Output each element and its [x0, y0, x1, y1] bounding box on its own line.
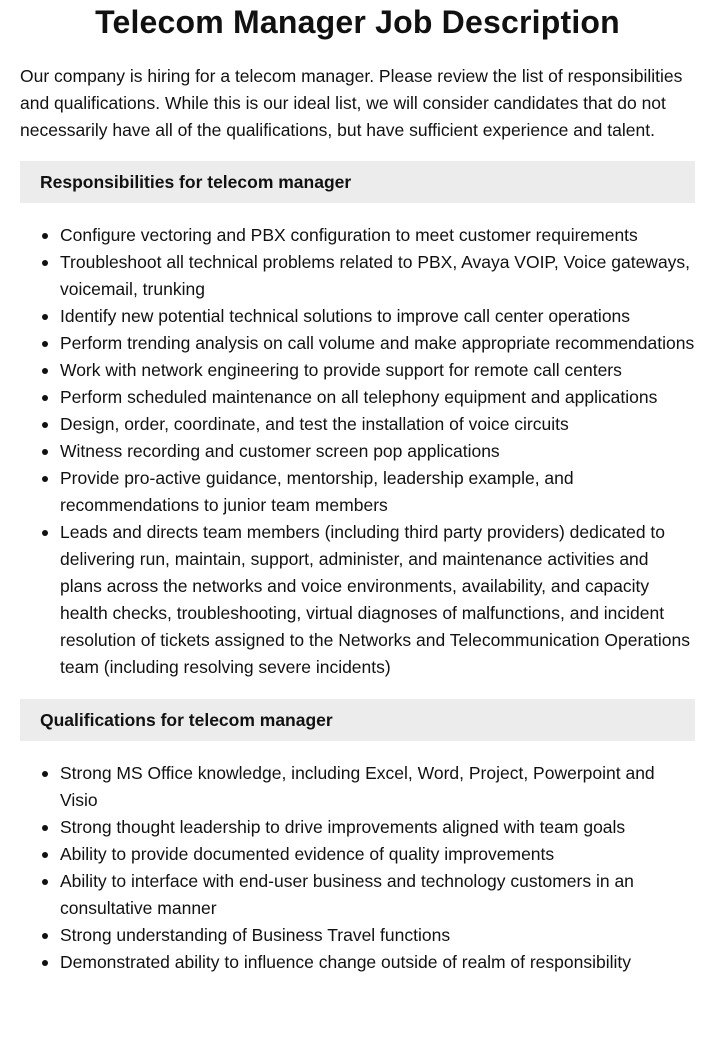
qualifications-list: [20, 760, 695, 976]
list-item: Strong understanding of Business Travel functions: [60, 922, 695, 949]
list-item: Leads and directs team members (including third party providers) dedicated to delivering run, maintain, support, administer, and maintenance activities and plans across the networks and voice environments, availability, and capacity health checks, troubleshooting, virtual diagnoses of malfunctions, and incident resolution of tickets assigned to the Networks and Telecommunication Operations team (including resolving severe incidents): [60, 519, 695, 681]
list-item: Provide pro-active guidance, mentorship, leadership example, and recommendations to junior team members: [60, 465, 695, 519]
list-item: Ability to interface with end-user business and technology customers in an consultative manner: [60, 868, 695, 922]
list-item: Work with network engineering to provide support for remote call centers: [60, 357, 695, 384]
intro-paragraph: Our company is hiring for a telecom manager. Please review the list of responsibilities and qualifications. While this is our ideal list, we will consider candidates that do not necessarily have all of the qualifications, but have sufficient experience and talent.: [20, 66, 683, 140]
responsibilities-list: [20, 222, 695, 681]
list-item: Ability to provide documented evidence of quality improvements: [60, 841, 695, 868]
list-item: Perform trending analysis on call volume and make appropriate recommendations: [60, 330, 695, 357]
list-item: Demonstrated ability to influence change outside of realm of responsibility: [60, 949, 695, 976]
page-title: Telecom Manager Job Description: [95, 4, 620, 40]
list-item: Troubleshoot all technical problems related to PBX, Avaya VOIP, Voice gateways, voicemail, trunking: [60, 249, 695, 303]
qualifications-heading: Qualifications for telecom manager: [20, 699, 695, 741]
list-item: Identify new potential technical solutions to improve call center operations: [60, 303, 695, 330]
list-item: Witness recording and customer screen pop applications: [60, 438, 695, 465]
list-item: Strong MS Office knowledge, including Excel, Word, Project, Powerpoint and Visio: [60, 760, 695, 814]
list-item: Perform scheduled maintenance on all telephony equipment and applications: [60, 384, 695, 411]
responsibilities-heading: Responsibilities for telecom manager: [20, 161, 695, 203]
list-item: Configure vectoring and PBX configuration to meet customer requirements: [60, 222, 695, 249]
list-item: Design, order, coordinate, and test the installation of voice circuits: [60, 411, 695, 438]
list-item: Strong thought leadership to drive improvements aligned with team goals: [60, 814, 695, 841]
